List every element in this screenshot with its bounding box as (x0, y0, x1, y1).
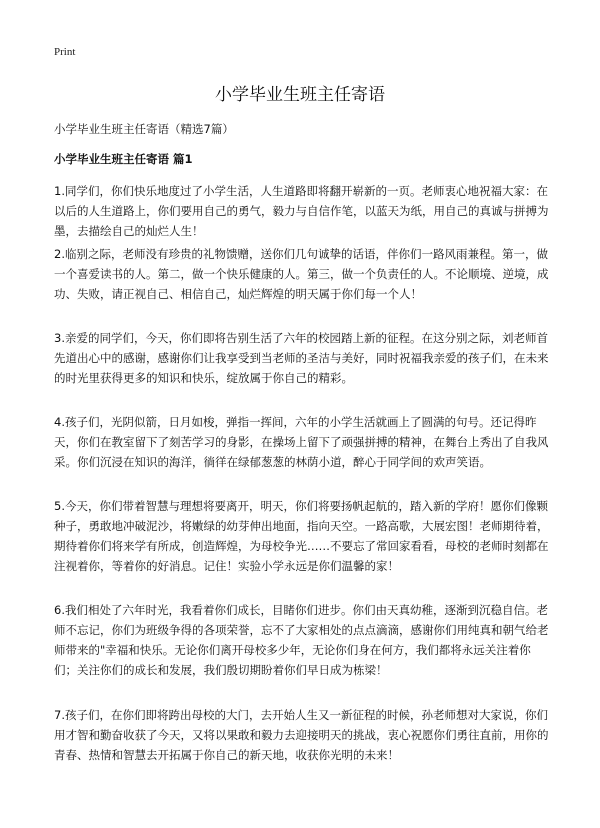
paragraph-1: 1.同学们，你们快乐地度过了小学生活，人生道路即将翻开崭新的一页。老师衷心地祝福大家：在以后的人生道路上，你们要用自己的勇气，毅力与自信作笔，以蓝天为纸，用自己的真诚与拼搏为墨，去描绘自己的灿烂人生！ (54, 184, 549, 238)
document-subtitle: 小学毕业生班主任寄语（精选7篇） (54, 122, 234, 136)
paragraph-5: 5.今天，你们带着智慧与理想将要离开，明天，你们将要扬帆起航的，踏入新的学府！愿你们像颗种子，勇敢地冲破泥沙，将嫩绿的幼芽伸出地面，指向天空。一路高歌，大展宏图！老师期待着，期待着你们将来学有所成，创造辉煌，为母校争光……不要忘了常回家看看，母校的老师时刻都在注视着你，等着你的好消息。记住！实验小学永远是你们温馨的家！ (54, 499, 549, 573)
paragraph-2: 2.临别之际，老师没有珍贵的礼物馈赠，送你们几句诚挚的话语，伴你们一路风雨兼程。第一，做一个喜爱读书的人。第二，做一个快乐健康的人。第三，做一个负责任的人。不论顺境、逆境，成功、失败，请正视自己、相信自己，灿烂辉煌的明天属于你们每一个人！ (54, 247, 549, 301)
paragraph-7: 7.孩子们，在你们即将跨出母校的大门，去开始人生又一新征程的时候，孙老师想对大家说，你们用才智和勤奋收获了今天，又将以果敢和毅力去迎接明天的挑战，衷心祝愿你们勇往直前，用你的青春、热情和智慧去开拓属于你自己的新天地，收获你光明的未来！ (54, 708, 549, 762)
print-label: Print (54, 46, 76, 58)
paragraph-3: 3.亲爱的同学们，今天，你们即将告别生活了六年的校园踏上新的征程。在这分别之际，刘老师首先道出心中的感谢，感谢你们让我享受到当老师的圣洁与美好，同时祝福我亲爱的孩子们，在未来的时光里获得更多的知识和快乐，绽放属于你自己的精彩。 (54, 331, 549, 385)
page-title: 小学毕业生班主任寄语 (215, 85, 385, 105)
paragraph-4: 4.孩子们，光阴似箭，日月如梭，弹指一挥间，六年的小学生活就画上了圆满的句号。还记得昨天，你们在教室留下了刻苦学习的身影，在操场上留下了顽强拼搏的精神，在舞台上秀出了自我风采。你们沉浸在知识的海洋，徜徉在绿郁葱葱的林荫小道，醉心于同学间的欢声笑语。 (54, 415, 549, 469)
paragraph-6: 6.我们相处了六年时光，我看着你们成长，目睹你们进步。你们由天真幼稚，逐渐到沉稳自信。老师不忘记，你们为班级争得的各项荣誉，忘不了大家相处的点点滴滴，感谢你们用纯真和朝气给老师带来的"幸福和快乐。无论你们离开母校多少年，无论你们身在何方，我们都将永远关注着你们；关注你们的成长和发展，我们殷切期盼着你们早日成为栋梁！ (54, 603, 549, 677)
section-heading: 小学毕业生班主任寄语 篇1 (54, 152, 193, 166)
